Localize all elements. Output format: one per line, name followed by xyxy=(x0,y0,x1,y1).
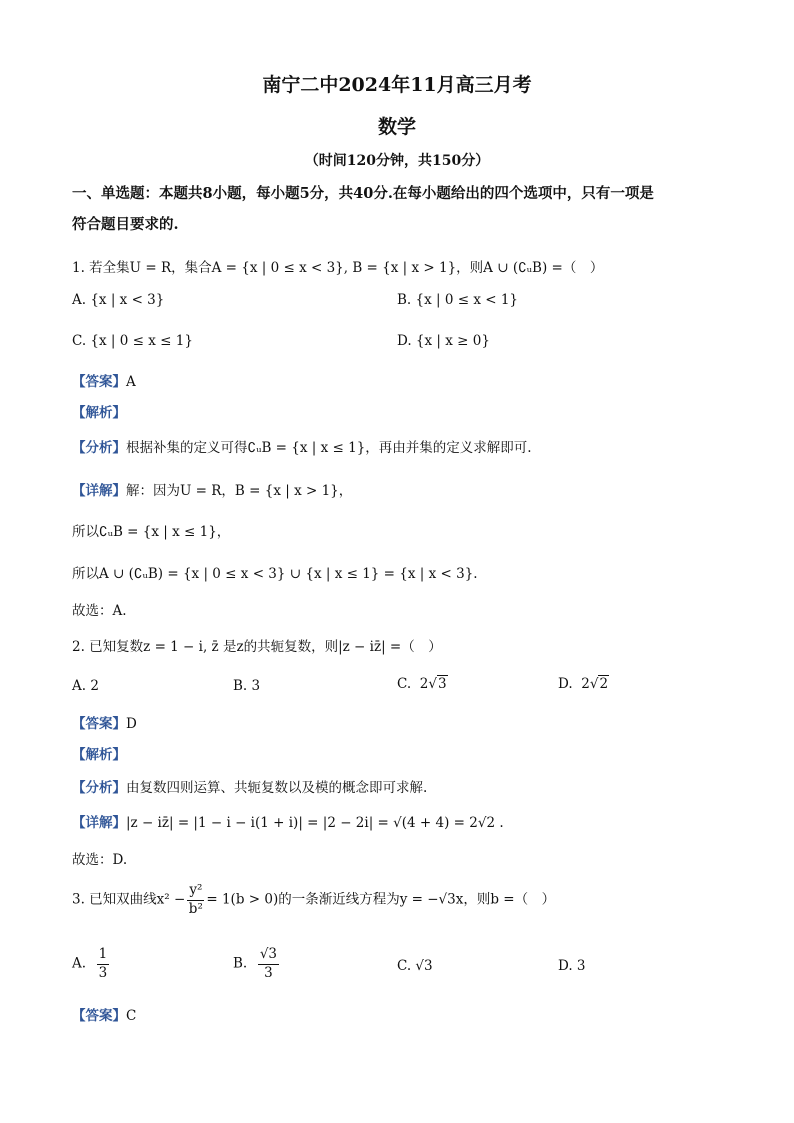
question-1-choice: 故选：A. xyxy=(72,603,127,619)
question-2-option-b: B. 3 xyxy=(233,678,261,694)
section-heading-line1: 一、单选题：本题共8小题，每小题5分，共40分.在每小题给出的四个选项中，只有一项是 xyxy=(72,185,654,202)
question-2-analysis: 【分析】由复数四则运算、共轭复数以及模的概念即可求解. xyxy=(72,780,428,796)
question-3-option-b: B. $\frac{√3}{3}$ xyxy=(233,946,278,981)
question-3-option-a: A. $\frac{1}{3}$ xyxy=(72,946,108,981)
question-2-stem: 2. 已知复数z = 1 − i, z̄ 是z的共轭复数，则|z − iz̄| =（ ） xyxy=(72,639,442,655)
question-2-option-c: C. 2√3 xyxy=(397,676,447,692)
question-2-option-a: A. 2 xyxy=(72,678,99,694)
question-1-step-2: 所以A ∪ (∁ᵤB) = {x | 0 ≤ x < 3} ∪ {x | x ≤ 1} = {x | x < 3}. xyxy=(72,566,478,582)
question-2-detail: 【详解】|z − iz̄| = |1 − i − i(1 + i)| = |2 − 2i| = √(4 + 4) = 2√2 . xyxy=(72,815,504,831)
question-1-stem: 1. 若全集U = R，集合A = {x | 0 ≤ x < 3}, B = {x | x > 1}，则A ∪ (∁ᵤB) =（ ） xyxy=(72,260,604,276)
time-note: （时间120分钟，共150分） xyxy=(304,153,490,169)
page-title: 南宁二中2024年11月高三月考 xyxy=(262,74,532,96)
subject-title: 数学 xyxy=(377,116,416,138)
question-2-jiexi-label: 【解析】 xyxy=(72,747,126,763)
question-1-option-b: B. {x | 0 ≤ x < 1} xyxy=(397,292,519,308)
question-3-stem: 3. 已知双曲线x² − $\frac{\text{y²}}{\text{b²}}$ = 1(b > 0)的一条渐近线方程为y = −√3x，则b =（ ） xyxy=(72,882,556,917)
question-1-detail: 【详解】解：因为U = R，B = {x | x > 1}， xyxy=(72,483,353,499)
question-1-step-1: 所以∁ᵤB = {x | x ≤ 1}， xyxy=(72,524,231,540)
section-heading-line2: 符合题目要求的. xyxy=(72,216,179,233)
question-1-option-c: C. {x | 0 ≤ x ≤ 1} xyxy=(72,333,193,349)
question-2-option-d: D. 2√2 xyxy=(558,676,609,692)
question-3-option-d: D. 3 xyxy=(558,958,586,974)
question-1-answer: 【答案】A xyxy=(72,374,136,390)
question-1-analysis: 【分析】根据补集的定义可得∁ᵤB = {x | x ≤ 1}，再由并集的定义求解即可. xyxy=(72,440,532,456)
question-2-answer: 【答案】D xyxy=(72,716,137,732)
question-1-option-a: A. {x | x < 3} xyxy=(72,292,165,308)
question-3-answer: 【答案】C xyxy=(72,1008,137,1024)
question-2-choice: 故选：D. xyxy=(72,852,128,868)
hyperbola-fraction: $\frac{\text{y²}}{\text{b²}}$ xyxy=(188,882,203,917)
question-1-jiexi-label: 【解析】 xyxy=(72,405,126,421)
question-1-option-d: D. {x | x ≥ 0} xyxy=(397,333,490,349)
question-3-option-c: C. √3 xyxy=(397,958,433,974)
